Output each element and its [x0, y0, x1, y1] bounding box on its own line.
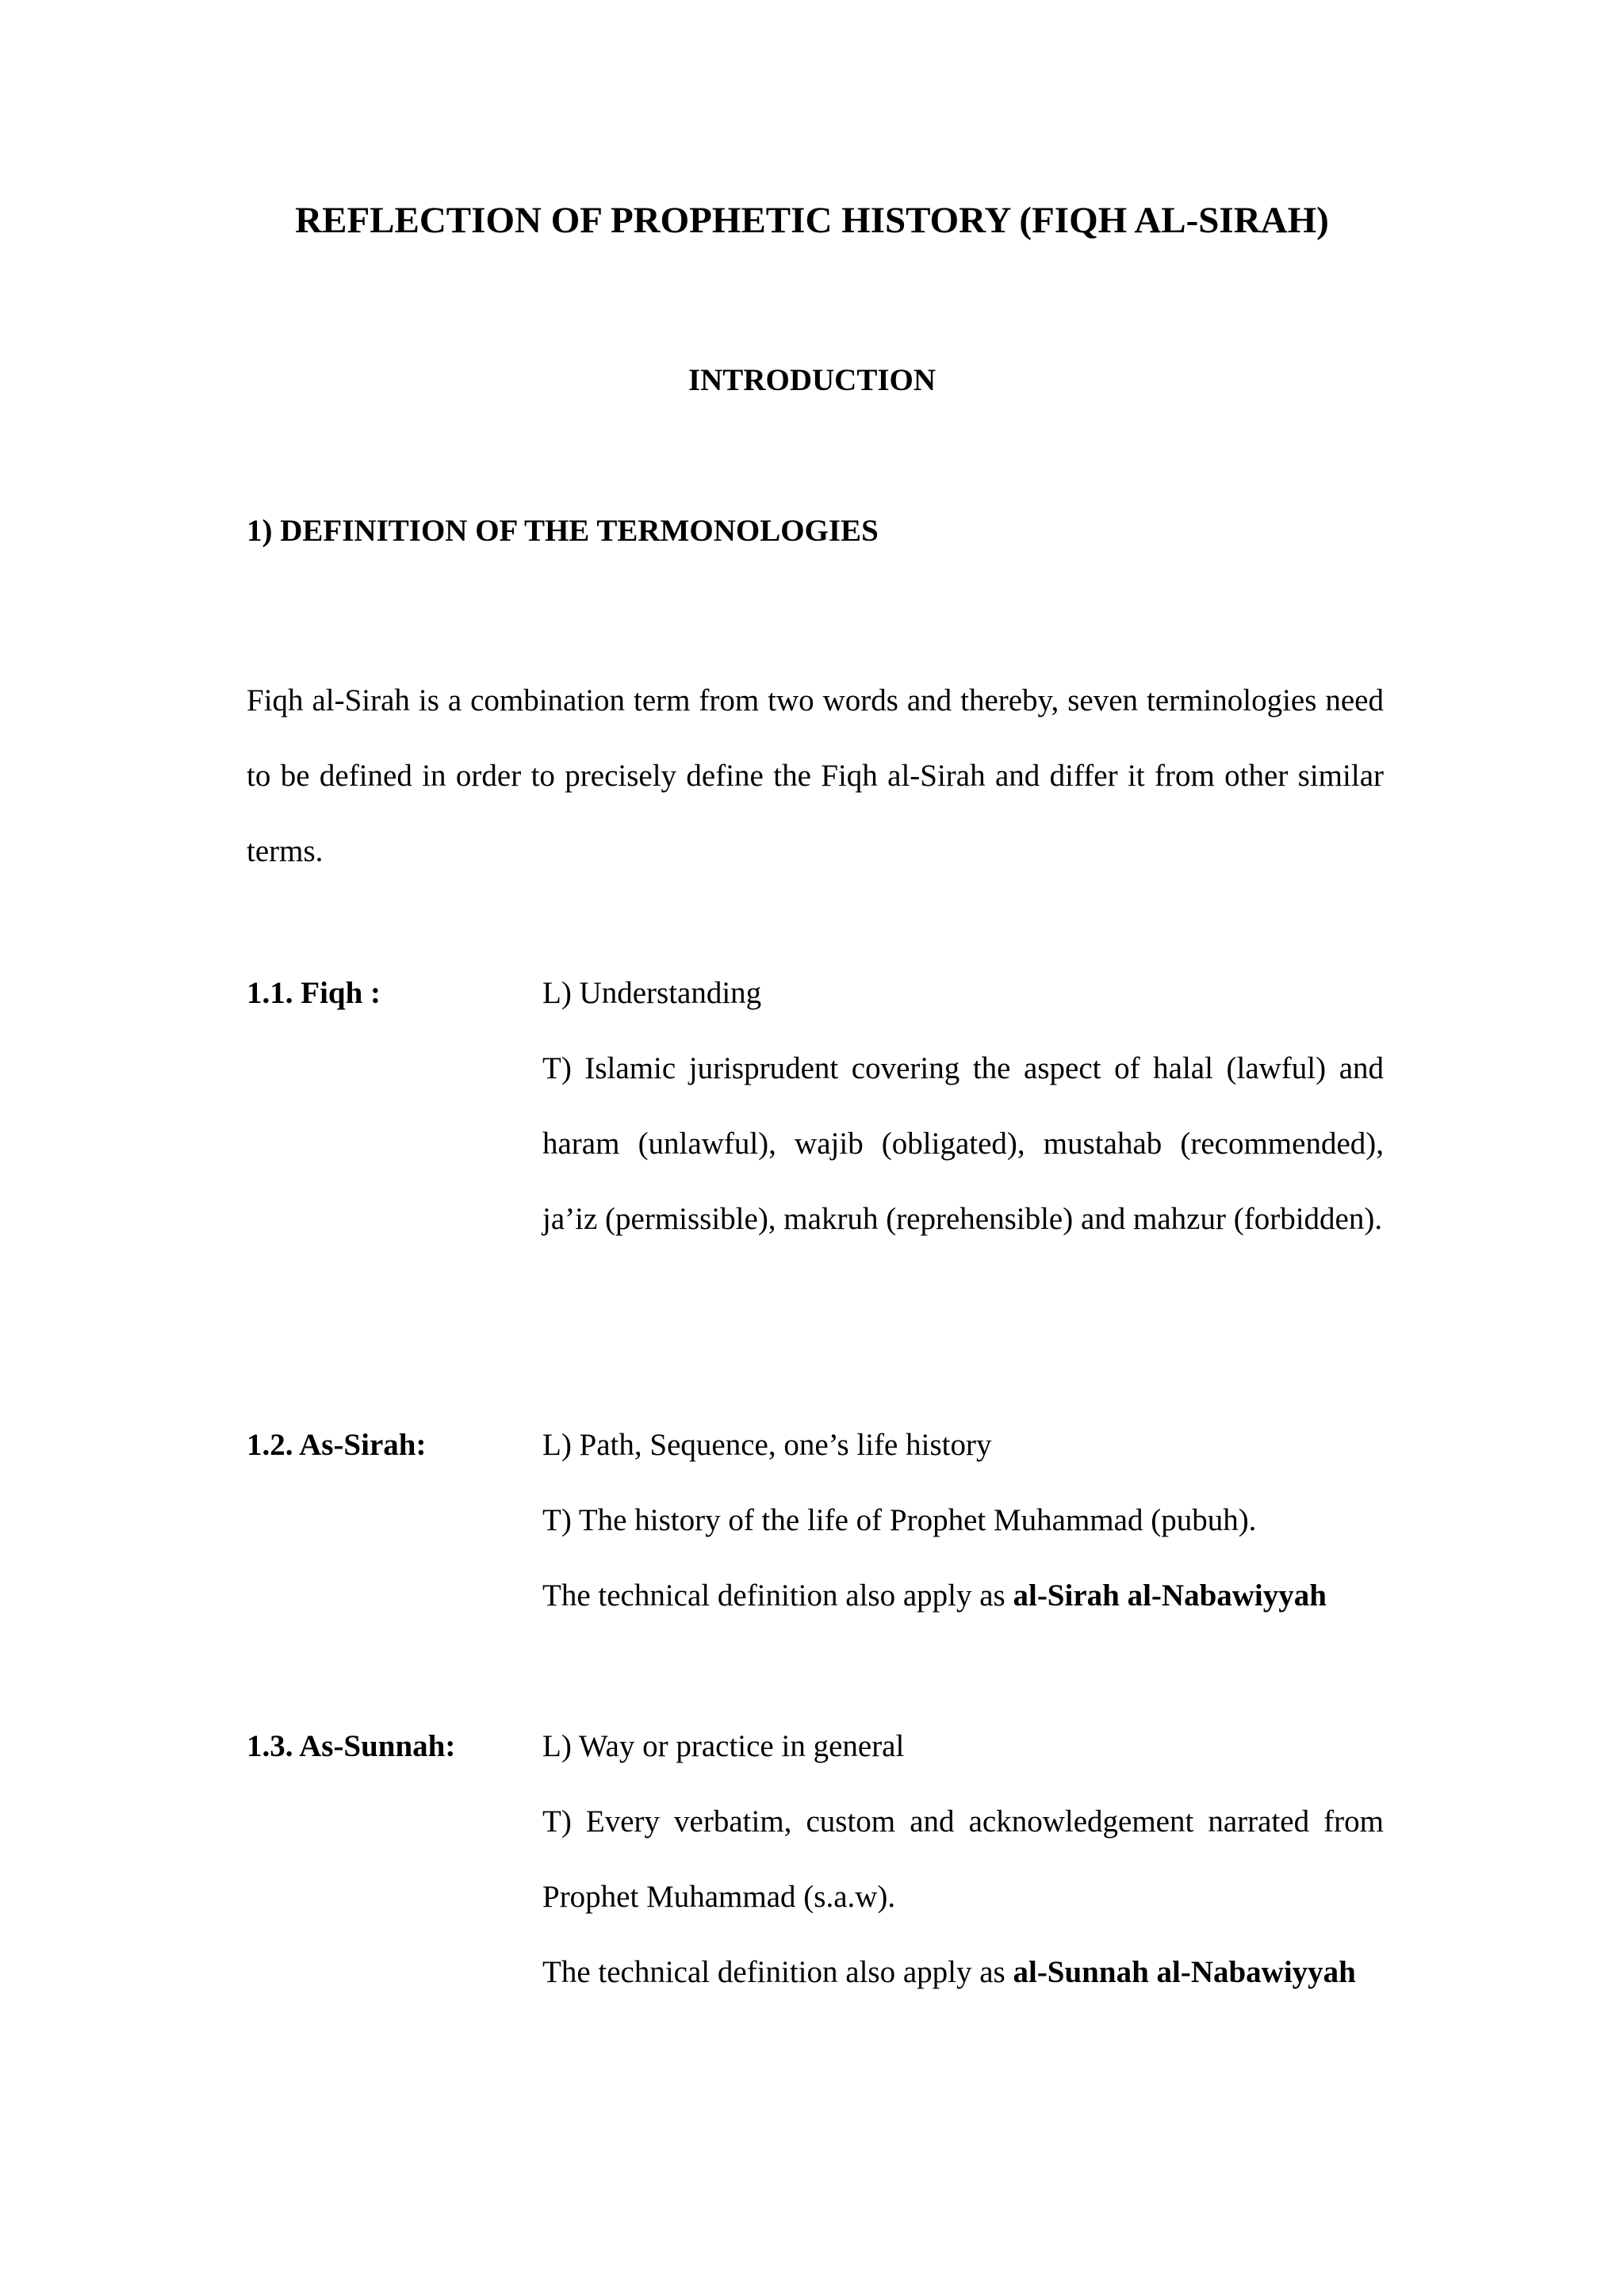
section-heading: 1) DEFINITION OF THE TERMONOLOGIES — [247, 514, 879, 548]
term-also-prefix-as-sirah: The technical definition also apply as — [542, 1578, 1013, 1613]
intro-paragraph: Fiqh al-Sirah is a combination term from two words and thereby, seven terminologies need to be defined in order to precisely define the Fiqh al-Sirah and differ it from other similar terms. — [247, 683, 1384, 868]
term-also-term-as-sunnah: al-Sunnah al-Nabawiyyah — [1013, 1955, 1356, 1989]
term-also-term-as-sirah: al-Sirah al-Nabawiyyah — [1013, 1578, 1327, 1613]
term-also-as-sunnah — [542, 1934, 1384, 2010]
term-body-as-sirah — [542, 1407, 1384, 1633]
term-body-as-sunnah — [542, 1709, 1384, 2010]
term-technical-as-sunnah: T) Every verbatim, custom and acknowledgement narrated from Prophet Muhammad (s.a.w). — [542, 1804, 1384, 1914]
document-subtitle: INTRODUCTION — [688, 363, 936, 397]
term-label-fiqh: 1.1. Fiqh : — [247, 976, 381, 1010]
term-label-as-sirah: 1.2. As-Sirah: — [247, 1428, 427, 1462]
term-literal-fiqh: L) Understanding — [542, 976, 762, 1010]
term-also-prefix-as-sunnah: The technical definition also apply as — [542, 1955, 1013, 1989]
term-technical-fiqh: T) Islamic jurisprudent covering the aspect of halal (lawful) and haram (unlawful), wajib (obligated), mustahab (recommended), ja’iz (permissible), makruh (reprehensible) and mahzur (forbidden). — [542, 1051, 1384, 1236]
term-body-fiqh — [542, 955, 1384, 1257]
term-label-as-sunnah: 1.3. As-Sunnah: — [247, 1729, 456, 1763]
term-literal-as-sunnah: L) Way or practice in general — [542, 1729, 905, 1763]
term-technical-as-sirah: T) The history of the life of Prophet Muhammad (pubuh). — [542, 1503, 1257, 1537]
term-literal-as-sirah: L) Path, Sequence, one’s life history — [542, 1428, 992, 1462]
document-title: REFLECTION OF PROPHETIC HISTORY (FIQH AL-SIRAH) — [295, 200, 1329, 241]
term-also-as-sirah — [542, 1558, 1384, 1633]
